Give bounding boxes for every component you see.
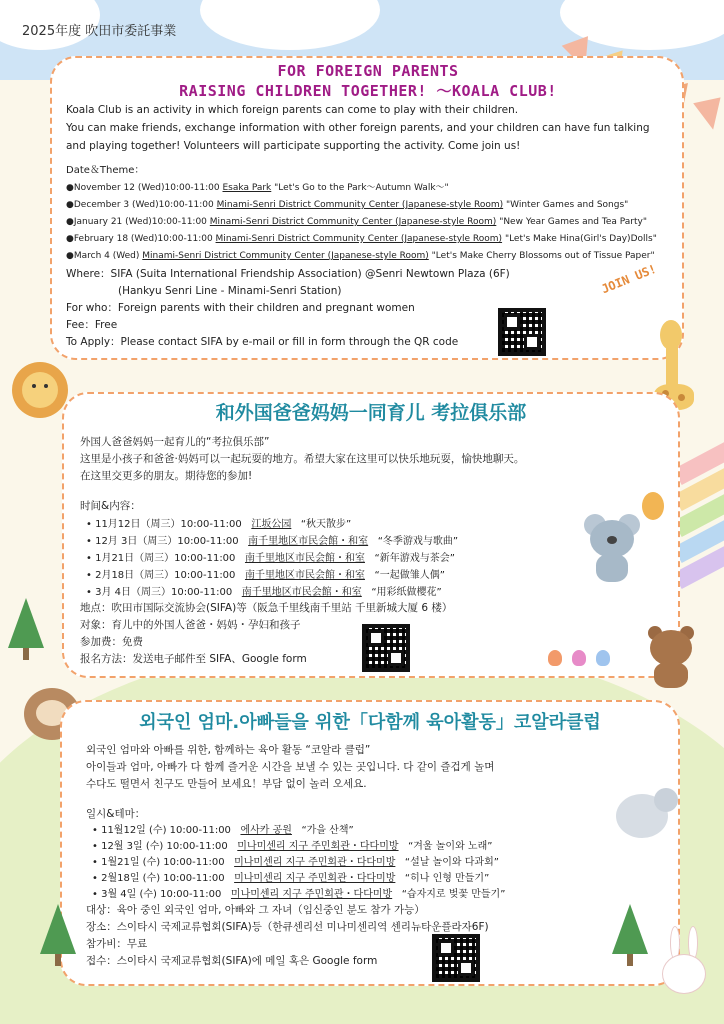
korean-event-row: • 2월18일 (수) 10:00-11:00 미나미센리 지구 주민회관・다다미방 “히나 인형 만들기” bbox=[92, 873, 490, 884]
event-place: 미나미센리 지구 주민회관・다다미방 bbox=[237, 841, 399, 852]
qr-code-english[interactable] bbox=[498, 308, 546, 356]
event-place: Minami-Senri District Community Center (Japanese-style Room) bbox=[142, 251, 429, 261]
chinese-intro-line: 外国人爸爸妈妈一起育儿的“考拉俱乐部” bbox=[80, 436, 270, 448]
event-place: 南千里地区市民会館・和室 bbox=[244, 570, 365, 581]
chinese-date-heading: 时间&内容： bbox=[80, 500, 141, 512]
event-date: ●November 12 (Wed)10:00-11:00 bbox=[66, 183, 220, 193]
event-theme: “一起做雏人偶” bbox=[374, 570, 445, 581]
korean-intro-line: 아이들과 엄마, 아빠가 다 함께 즐거운 시간을 보낼 수 있는 곳입니다. 다 같이 즐겁게 놀며 bbox=[86, 761, 495, 773]
event-place: 南千里地区市民会館・和室 bbox=[241, 587, 362, 598]
qr-code-chinese[interactable] bbox=[362, 624, 410, 672]
event-place: Minami-Senri District Community Center (Japanese-style Room) bbox=[209, 217, 497, 227]
bunting-flag-icon bbox=[693, 97, 724, 132]
english-event-row bbox=[66, 180, 449, 197]
event-place: 江坂公园 bbox=[251, 519, 292, 530]
chinese-fee: 参加费：免费 bbox=[80, 636, 143, 648]
event-date: 11月12日（周三）10:00-11:00 bbox=[95, 519, 242, 530]
english-fee: Fee：Free bbox=[66, 319, 118, 331]
korean-apply: 접수：스이타시 국제교류협회(SIFA)에 메일 혹은 Google form bbox=[86, 955, 378, 967]
tree-trunk bbox=[627, 954, 633, 966]
english-intro-line: and playing together! Volunteers will participate supporting the activity. Come join us! bbox=[66, 140, 521, 152]
chinese-intro-line: 在这里交更多的朋友。期待您的参加! bbox=[80, 470, 253, 482]
korean-location: 장소：스이타시 국제교류협회(SIFA)등（한큐센리선 미나미센리역 센리뉴타운플라자6F) bbox=[86, 921, 489, 933]
english-title-line1: FOR FOREIGN PARENTS bbox=[277, 62, 459, 80]
english-intro-line: Koala Club is an activity in which foreign parents can come to play with their children. bbox=[66, 104, 519, 116]
event-date: 1월21일 (수) 10:00-11:00 bbox=[101, 857, 225, 868]
event-theme: “秋天散步” bbox=[300, 519, 352, 530]
tree-trunk bbox=[23, 648, 29, 660]
tree-icon bbox=[8, 598, 44, 648]
chinese-event-row: • 11月12日（周三）10:00-11:00 江坂公园 “秋天散步” bbox=[86, 519, 352, 530]
event-date: 1月21日（周三）10:00-11:00 bbox=[95, 553, 236, 564]
tulip-icon bbox=[548, 650, 562, 666]
chinese-event-row: • 2月18日（周三）10:00-11:00 南千里地区市民会館・和室 “一起做雏人偶” bbox=[86, 570, 445, 581]
english-event-row bbox=[66, 214, 647, 231]
korean-event-row: • 3월 4일 (수) 10:00-11:00 미나미센리 지구 주민회관・다다미방 “습자지로 벚꽃 만들기” bbox=[92, 889, 506, 900]
english-where: Where：SIFA (Suita International Friendship Association) @Senri Newtown Plaza (6F) bbox=[66, 268, 510, 280]
korean-date-heading: 일시&테마： bbox=[86, 808, 146, 820]
korean-intro-line: 외국인 엄마와 아빠를 위한, 함께하는 육아 활동 “코알라 클럽” bbox=[86, 744, 371, 756]
chinese-event-row: • 12月 3日（周三）10:00-11:00 南千里地区市民会館・和室 “冬季游戏与歌曲” bbox=[86, 536, 459, 547]
tulip-icon bbox=[572, 650, 586, 666]
header-org-line: 2025年度 吹田市委託事業 bbox=[22, 24, 177, 39]
event-date: 11월12일 (수) 10:00-11:00 bbox=[101, 825, 231, 836]
event-place: 미나미센리 지구 주민회관・다다미방 bbox=[234, 857, 396, 868]
bear-icon bbox=[644, 624, 704, 688]
event-place: Minami-Senri District Community Center (Japanese-style Room) bbox=[216, 200, 504, 210]
event-theme: “습자지로 벚꽃 만들기” bbox=[401, 889, 506, 900]
english-event-row bbox=[66, 248, 655, 265]
english-event-row bbox=[66, 197, 628, 214]
chinese-title: 和外国爸爸妈妈一同育儿 考拉俱乐部 bbox=[215, 402, 527, 424]
chinese-location: 地点：吹田市国际交流协会(SIFA)等（阪急千里线南千里站 千里新城大厦 6 楼） bbox=[80, 602, 453, 614]
event-theme: "Let's Make Cherry Blossoms out of Tissue Paper" bbox=[431, 251, 655, 261]
tree-icon bbox=[40, 904, 76, 954]
event-place: Minami-Senri District Community Center (Japanese-style Room) bbox=[215, 234, 503, 244]
chinese-event-row: • 1月21日（周三）10:00-11:00 南千里地区市民会館・和室 “新年游戏与茶会” bbox=[86, 553, 455, 564]
event-theme: "Let's Go to the Park～Autumn Walk～" bbox=[274, 183, 449, 193]
event-date: 3月 4日（周三）10:00-11:00 bbox=[95, 587, 233, 598]
event-theme: “冬季游戏与歌曲” bbox=[377, 536, 459, 547]
event-theme: "Let's Make Hina(Girl's Day)Dolls" bbox=[504, 234, 657, 244]
english-date-heading: Date＆Theme： bbox=[66, 165, 145, 176]
event-place: Esaka Park bbox=[222, 183, 272, 193]
event-date: 3월 4일 (수) 10:00-11:00 bbox=[101, 889, 222, 900]
event-theme: “用彩纸做樱花” bbox=[371, 587, 442, 598]
english-apply: To Apply：Please contact SIFA by e-mail or fill in form through the QR code bbox=[66, 336, 459, 348]
event-place: 南千里地区市民会館・和室 bbox=[244, 553, 365, 564]
event-place: 미나미센리 지구 주민회관・다다미방 bbox=[230, 889, 393, 900]
event-place: 에사카 공원 bbox=[240, 825, 292, 836]
korean-target: 대상：육아 중인 외국인 엄마, 아빠와 그 자녀（임신중인 분도 참가 가능） bbox=[86, 904, 425, 916]
english-event-row bbox=[66, 231, 657, 248]
event-theme: “히나 인형 만들기” bbox=[404, 873, 490, 884]
tulip-icon bbox=[596, 650, 610, 666]
event-date: ●December 3 (Wed)10:00-11:00 bbox=[66, 200, 214, 210]
event-theme: “설날 놀이와 다과회” bbox=[404, 857, 499, 868]
event-date: ●February 18 (Wed)10:00-11:00 bbox=[66, 234, 213, 244]
korean-fee: 참가비：무료 bbox=[86, 938, 148, 950]
event-theme: “가을 산책” bbox=[301, 825, 354, 836]
elephant-icon bbox=[610, 780, 680, 850]
event-theme: "Winter Games and Songs" bbox=[506, 200, 629, 210]
event-theme: "New Year Games and Tea Party" bbox=[499, 217, 647, 227]
english-where-station: (Hankyu Senri Line - Minami-Senri Station) bbox=[118, 285, 342, 297]
english-for-who: For who：Foreign parents with their children and pregnant women bbox=[66, 302, 415, 314]
english-title-line2: RAISING CHILDREN TOGETHER! ～KOALA CLUB! bbox=[179, 82, 557, 100]
korean-event-row: • 1월21일 (수) 10:00-11:00 미나미센리 지구 주민회관・다다미방 “설날 놀이와 다과회” bbox=[92, 857, 499, 868]
chinese-target: 对象：育儿中的外国人爸爸・妈妈・孕妇和孩子 bbox=[80, 619, 301, 631]
tree-trunk bbox=[55, 954, 61, 966]
chinese-apply: 报名方法：发送电子邮件至 SIFA、Google form bbox=[80, 653, 307, 665]
english-intro-line: You can make friends, exchange information with other foreign parents, and your children can have fun talking bbox=[66, 122, 650, 134]
chinese-event-row: • 3月 4日（周三）10:00-11:00 南千里地区市民会館・和室 “用彩纸做樱花” bbox=[86, 587, 442, 598]
event-date: 2月18日（周三）10:00-11:00 bbox=[95, 570, 236, 581]
event-theme: “新年游戏与茶会” bbox=[374, 553, 455, 564]
rabbit-icon bbox=[660, 926, 710, 1012]
korean-event-row: • 11월12일 (수) 10:00-11:00 에사카 공원 “가을 산책” bbox=[92, 825, 354, 836]
korean-event-row: • 12월 3일 (수) 10:00-11:00 미나미센리 지구 주민회관・다다미방 “겨울 놀이와 노래” bbox=[92, 841, 493, 852]
chinese-intro-line: 这里是小孩子和爸爸·妈妈可以一起玩耍的地方。希望大家在这里可以快乐地玩耍，愉快地聊天。 bbox=[80, 453, 525, 465]
event-date: 12월 3일 (수) 10:00-11:00 bbox=[101, 841, 228, 852]
join-us-text: JOIN US! bbox=[599, 261, 659, 297]
tree-icon bbox=[612, 904, 648, 954]
event-place: 南千里地区市民会館・和室 bbox=[248, 536, 369, 547]
korean-intro-line: 수다도 떨면서 친구도 만들어 보세요！부담 없이 놀러 오세요. bbox=[86, 778, 367, 790]
qr-code-korean[interactable] bbox=[432, 934, 480, 982]
event-date: ●January 21 (Wed)10:00-11:00 bbox=[66, 217, 207, 227]
korean-title: 외국인 엄마.아빠들을 위한「다함께 육아활동」코알라클럽 bbox=[139, 712, 601, 733]
event-date: 2월18일 (수) 10:00-11:00 bbox=[101, 873, 225, 884]
balloon-icon bbox=[642, 492, 664, 520]
event-place: 미나미센리 지구 주민회관・다다미방 bbox=[234, 873, 396, 884]
event-date: 12月 3日（周三）10:00-11:00 bbox=[95, 536, 239, 547]
event-date: ●March 4 (Wed) bbox=[66, 251, 140, 261]
event-theme: “겨울 놀이와 노래” bbox=[408, 841, 493, 852]
koala-icon bbox=[578, 506, 648, 586]
